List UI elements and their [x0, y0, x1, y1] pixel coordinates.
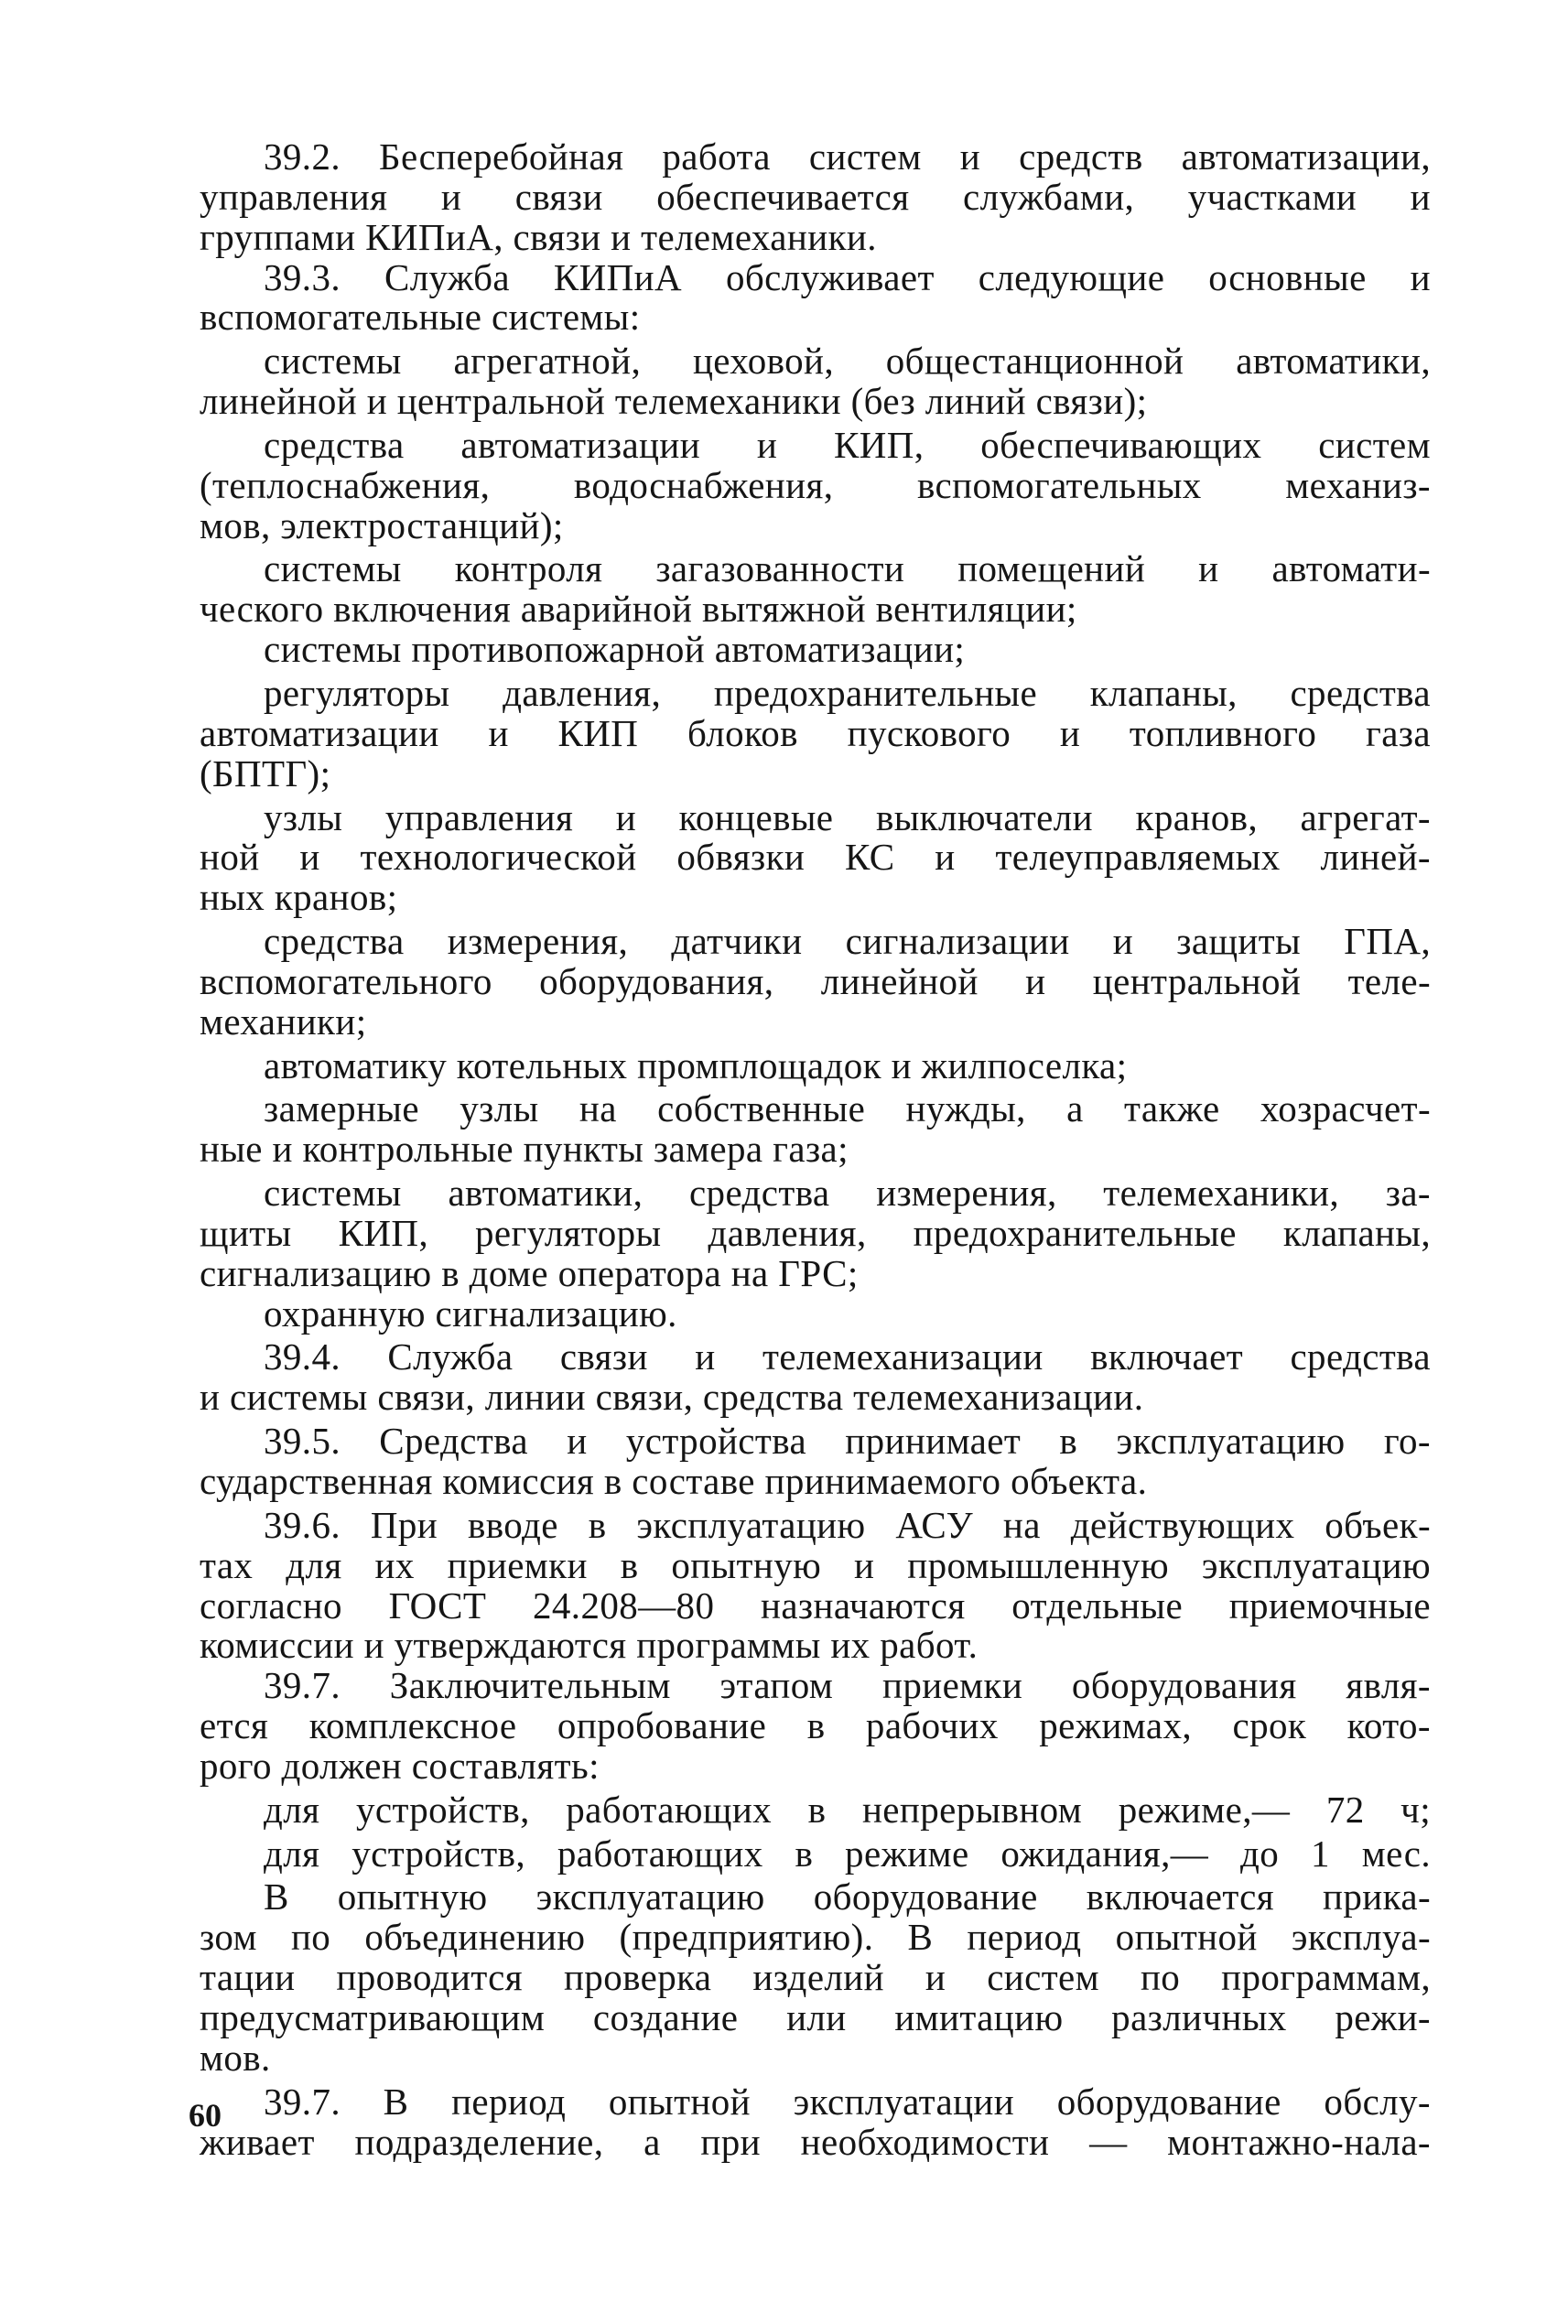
text-line: 39.2. Бесперебойная работа систем и средств автоматизации,	[264, 135, 1431, 178]
text-line: системы противопожарной автоматизации;	[264, 628, 966, 671]
text-line: сударственная комиссия в составе принимаемого объекта.	[200, 1460, 1148, 1502]
text-line: регуляторы давления, предохранительные клапаны, средства	[264, 671, 1431, 714]
text-line: согласно ГОСТ 24.208—80 назначаются отдельные приемочные	[200, 1584, 1431, 1627]
text-line: предусматривающим создание или имитацию различных режи-	[200, 1995, 1431, 2038]
text-line: (БПТГ);	[200, 751, 331, 794]
text-line: средства автоматизации и КИП, обеспечивающих систем	[264, 423, 1431, 466]
text-line: щиты КИП, регуляторы давления, предохранительные клапаны,	[200, 1211, 1431, 1254]
text-line: (теплоснабжения, водоснабжения, вспомогательных механиз-	[200, 463, 1431, 506]
text-line: для устройств, работающих в режиме ожидания,— до 1 мес.	[264, 1832, 1431, 1875]
text-line: для устройств, работающих в непрерывном режиме,— 72 ч;	[264, 1788, 1431, 1831]
text-line: 39.7. Заключительным этапом приемки оборудования явля-	[264, 1664, 1431, 1707]
text-line: ется комплексное опробование в рабочих режимах, срок кото-	[200, 1704, 1431, 1747]
text-line: системы контроля загазованности помещений и автомати-	[264, 547, 1431, 590]
text-line: ных кранов;	[200, 876, 398, 919]
text-line: В опытную эксплуатацию оборудование включается прика-	[264, 1875, 1431, 1919]
text-line: 39.7. В период опытной эксплуатации оборудование обслу-	[264, 2080, 1431, 2123]
text-line: 39.5. Средства и устройства принимает в эксплуатацию го-	[264, 1420, 1431, 1463]
text-line: 39.4. Служба связи и телемеханизации включает средства	[264, 1335, 1431, 1378]
text-line: тах для их приемки в опытную и промышленную эксплуатацию	[200, 1543, 1431, 1586]
text-line: автоматизации и КИП блоков пускового и топливного газа	[200, 711, 1431, 754]
text-line: системы агрегатной, цеховой, общестанционной автоматики,	[264, 340, 1431, 383]
text-line: управления и связи обеспечивается службами, участками и	[200, 175, 1431, 218]
text-line: зом по объединению (предприятию). В период опытной эксплуа-	[200, 1916, 1431, 1959]
text-line: ческого включения аварийной вытяжной вентиляции;	[200, 588, 1077, 631]
text-line: системы автоматики, средства измерения, телемеханики, за-	[264, 1172, 1431, 1215]
text-line: тации проводится проверка изделий и систем по программам,	[200, 1956, 1431, 1999]
text-line: замерные узлы на собственные нужды, а также хозрасчет-	[264, 1087, 1431, 1130]
text-line: мов, электростанций);	[200, 503, 564, 546]
text-line: 39.6. При вводе в эксплуатацию АСУ на действующих объек-	[264, 1503, 1431, 1546]
text-line: мов.	[200, 2036, 271, 2079]
page-number: 60	[189, 2097, 222, 2134]
text-line: ной и технологической обвязки КС и телеуправляемых линей-	[200, 836, 1431, 879]
page-body-text	[200, 137, 1431, 2162]
text-line: охранную сигнализацию.	[264, 1292, 677, 1335]
text-line: узлы управления и концевые выключатели кранов, агрегат-	[264, 795, 1431, 838]
text-line: механики;	[200, 1000, 367, 1043]
text-line: рого должен составлять:	[200, 1744, 600, 1787]
text-line: группами КИПиА, связи и телемеханики.	[200, 215, 877, 258]
text-line: 39.3. Служба КИПиА обслуживает следующие основные и	[264, 255, 1431, 298]
text-line: комиссии и утверждаются программы их работ.	[200, 1624, 979, 1667]
text-line: и системы связи, линии связи, средства телемеханизации.	[200, 1376, 1144, 1419]
text-line: средства измерения, датчики сигнализации и защиты ГПА,	[264, 920, 1431, 963]
text-line: линейной и центральной телемеханики (без линий связи);	[200, 380, 1148, 423]
text-line: ные и контрольные пункты замера газа;	[200, 1128, 849, 1171]
text-line: вспомогательные системы:	[200, 296, 641, 339]
text-line: сигнализацию в доме оператора на ГРС;	[200, 1251, 859, 1294]
text-line: живает подразделение, а при необходимости — монтажно-нала-	[200, 2120, 1431, 2163]
text-line: автоматику котельных промплощадок и жилпоселка;	[264, 1043, 1128, 1086]
text-line: вспомогательного оборудования, линейной и центральной теле-	[200, 959, 1431, 1002]
